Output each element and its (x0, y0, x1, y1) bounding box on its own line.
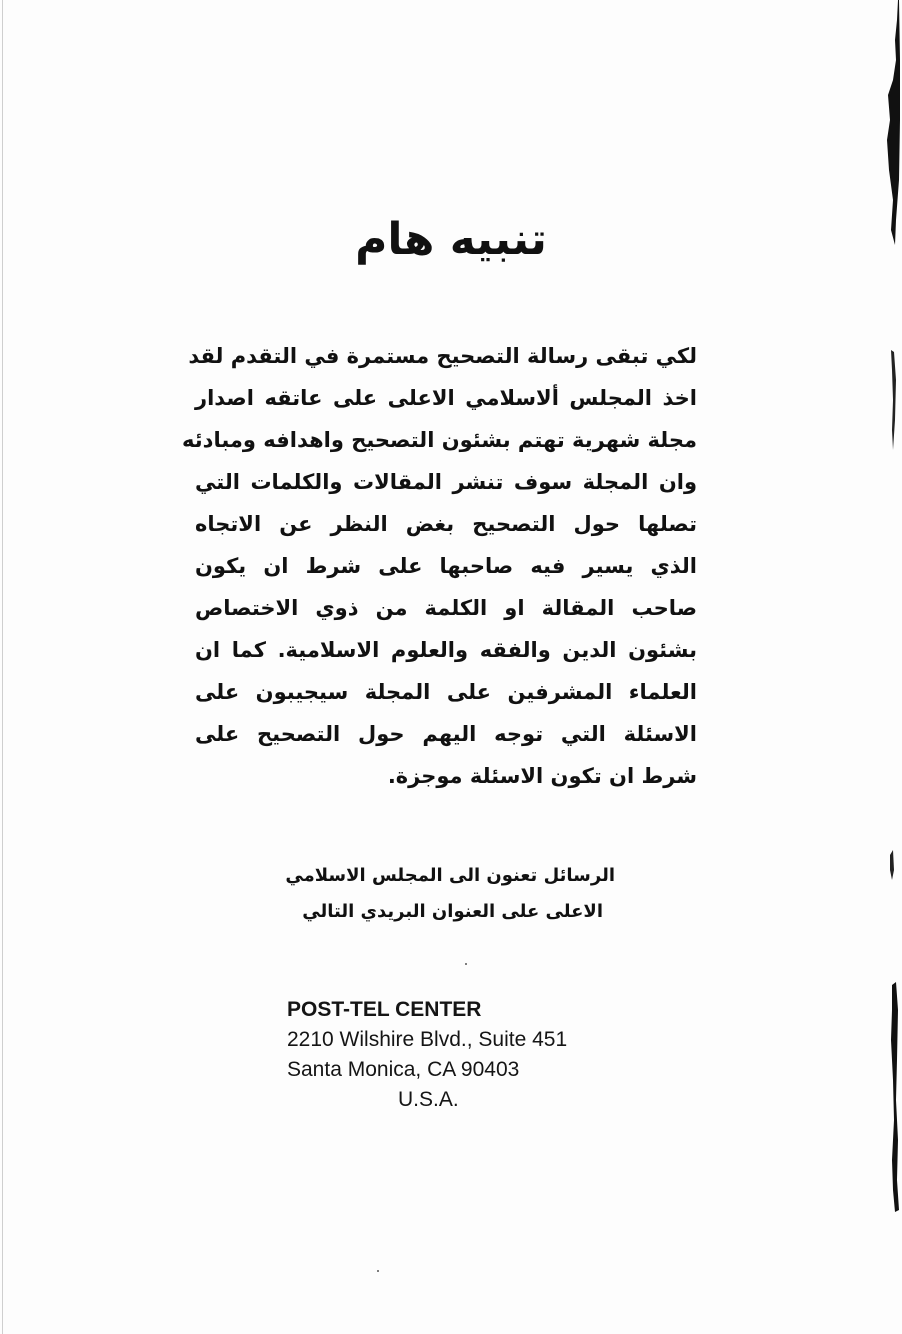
body-line: وان المجلة سوف تنشر المقالات والكلمات التي (195, 470, 697, 494)
page-left-edge (2, 0, 3, 1334)
notice-title: تنبيه هام (355, 214, 547, 265)
body-line: لكي تبقى رسالة التصحيح مستمرة في التقدم لقد (188, 344, 697, 368)
body-line: اخذ المجلس ألاسلامي الاعلى على عاتقه اصدار (195, 386, 697, 410)
torn-right-edge (862, 0, 902, 1334)
notice-body (182, 335, 697, 797)
body-line: تصلها حول التصحيح بغض النظر عن الاتجاه (195, 512, 697, 536)
address-company: POST-TEL CENTER (287, 998, 482, 1021)
body-line-last: شرط ان تكون الاسئلة موجزة. (387, 764, 697, 788)
address-street: 2210 Wilshire Blvd., Suite 451 (287, 1028, 568, 1051)
address-country: U.S.A. (398, 1088, 459, 1111)
body-line: بشئون الدين والفقه والعلوم الاسلامية. كما ان (195, 638, 697, 662)
mailing-instruction (265, 858, 615, 930)
postal-address (287, 995, 567, 1115)
scan-speck (377, 1270, 379, 1272)
body-line: الاسئلة التي توجه اليهم حول التصحيح على (195, 722, 697, 746)
address-city: Santa Monica, CA 90403 (287, 1058, 520, 1081)
body-line: مجلة شهرية تهتم بشئون التصحيح واهدافه ومبادئه (182, 428, 697, 452)
mailing-line: الرسائل تعنون الى المجلس الاسلامي (285, 865, 615, 886)
body-line: صاحب المقالة او الكلمة من ذوي الاختصاص (195, 596, 697, 620)
body-line: العلماء المشرفين على المجلة سيجيبون على (195, 680, 697, 704)
scan-speck (465, 963, 467, 965)
body-line: الذي يسير فيه صاحبها على شرط ان يكون (195, 554, 697, 578)
mailing-line: الاعلى على العنوان البريدي التالي (302, 901, 603, 922)
